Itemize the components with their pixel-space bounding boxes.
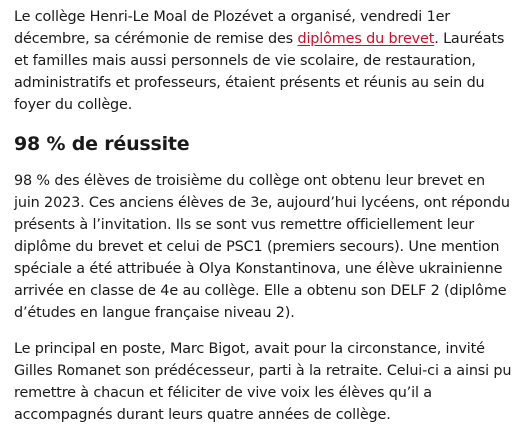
intro-text-end: . Lauréats et familles mais aussi personnels de vie scolaire, de restauration, administratifs et professeurs, étaient présents et réunis au sein du foyer du collège. [14,31,505,113]
article-body [14,0,514,426]
intro-text-start: Le collège Henri-Le Moal de Plozévet a organisé, vendredi 1er décembre, sa cérémonie de remise des [14,9,451,47]
section-heading: 98 % de réussite [14,133,190,155]
principal-paragraph: Le principal en poste, Marc Bigot, avait pour la circonstance, invité Gilles Romanet son prédécesseur, parti à la retraite. Celui-ci a ainsi pu remettre à chacun et féliciter de vive voix les élèves qu’il a accompagnés durant leurs quatre années de collège. [14,341,512,423]
brevet-diplomas-link[interactable]: diplômes du brevet [297,31,435,47]
intro-paragraph [14,0,514,116]
results-paragraph: 98 % des élèves de troisième du collège ont obtenu leur brevet en juin 2023. Ces anciens élèves de 3e, aujourd’hui lycéens, ont répondu présents à l’invitation. Ils se sont vus remettre officiellement leur diplôme du brevet et celui de PSC1 (premiers secours). Une mention spéciale a été attribuée à Olya Konstantinova, une élève ukrainienne arrivée en classe de 4e au collège. Elle a obtenu son DELF 2 (diplôme d’études en langue française niveau 2). [14,173,510,321]
